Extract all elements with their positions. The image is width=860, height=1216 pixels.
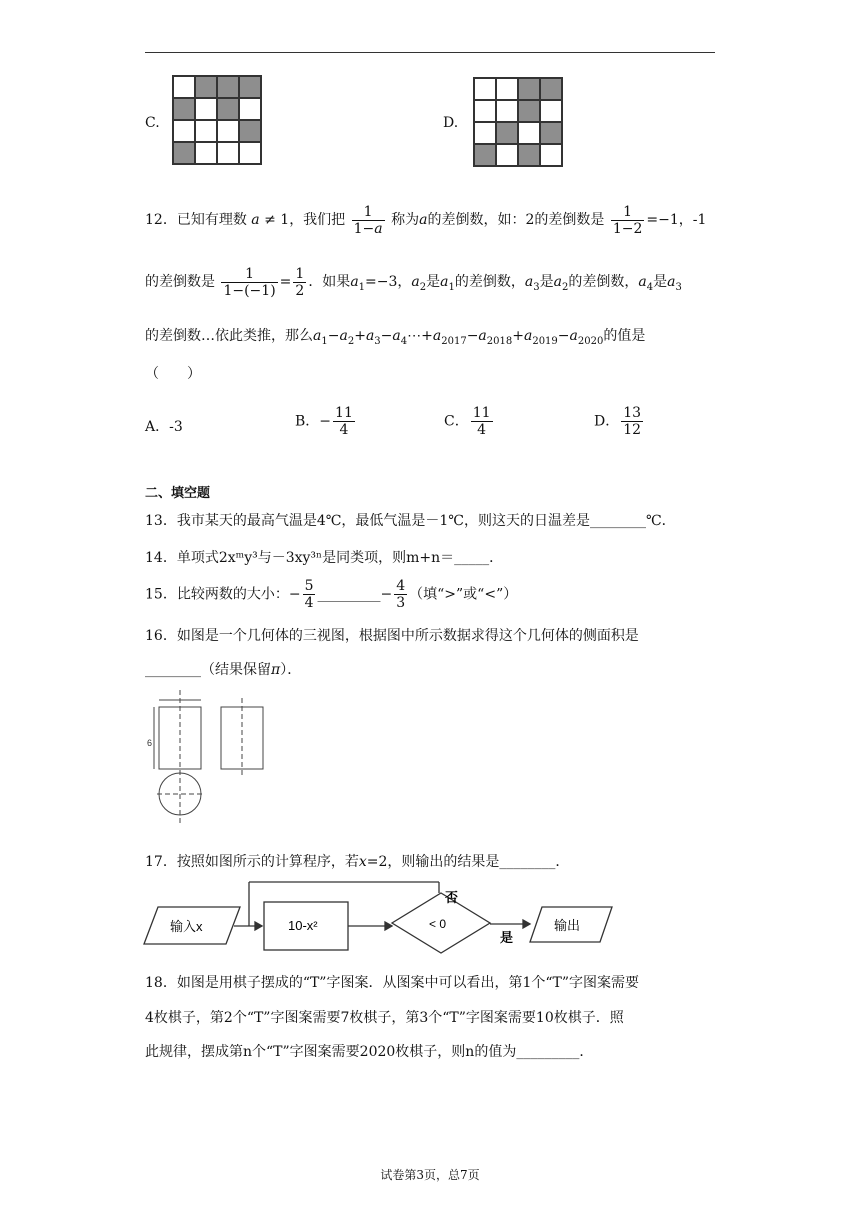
grid-cell-empty [540,100,562,122]
grid-cell-empty [217,120,239,142]
flowchart-lines [140,874,620,954]
flow-compute-label: 10-x² [288,918,318,933]
flow-yes-label: 是 [500,930,514,945]
q12-option-c: C． $\frac{11}{4}$ [444,405,491,438]
grid-cell-shaded [518,78,540,100]
flow-no-label: 否 [445,890,459,905]
grid-cell-empty [239,142,261,164]
q16-line1: 16．如图是一个几何体的三视图，根据图中所示数据求得这个几何体的侧面积是 [145,628,639,644]
grid-cell-shaded [540,78,562,100]
grid-cell-empty [217,142,239,164]
option-d-label: D. [443,115,459,131]
grid-cell-empty [173,120,195,142]
q12-option-b: B．− $\frac{11}{4}$ [295,405,353,438]
grid-cell-empty [496,100,518,122]
grid-cell-empty [540,144,562,166]
header-rule [145,52,715,53]
three-view-figure [145,688,275,828]
flow-input-label: 输入x [170,919,203,934]
section-title: 二、填空题 [145,486,211,501]
q12-line2: 的差倒数是 $\frac{1}{1-(-1)}$ = $\frac{1}{2}$ ．如果$a_1=-3$，$a_2$是$a_1$的差倒数，$a_3$是$a_2$的差倒数，$a_4$是$a_3$ [145,265,682,299]
q18-line3: 此规律，摆成第n个“T”字图案需要2020枚棋子，则n的值为_________． [145,1044,594,1060]
grid-cell-shaded [496,122,518,144]
grid-cell-empty [195,142,217,164]
q16-line2: ________（结果保留π）． [145,662,302,678]
option-d-grid [473,77,563,167]
grid-cell-empty [173,76,195,98]
option-c-label: C. [145,115,160,131]
grid-cell-shaded [518,144,540,166]
q12-option-a: A．-3 [145,419,183,435]
grid-cell-shaded [217,76,239,98]
grid-cell-shaded [173,142,195,164]
q15-text: 15．比较两数的大小：− $\frac{5}{4}$ _________− $\frac{4}{3}$ （填“>”或“<”） [145,578,518,611]
grid-cell-shaded [239,120,261,142]
grid-cell-shaded [195,76,217,98]
grid-cell-empty [474,100,496,122]
grid-cell-shaded [518,100,540,122]
q12-option-d: D． $\frac{13}{12}$ [594,405,642,438]
grid-cell-shaded [540,122,562,144]
grid-cell-empty [474,78,496,100]
grid-cell-empty [518,122,540,144]
grid-cell-empty [239,98,261,120]
grid-cell-shaded [474,144,496,166]
grid-cell-shaded [173,98,195,120]
grid-cell-empty [195,120,217,142]
grid-cell-empty [474,122,496,144]
q18-line2: 4枚棋子，第2个“T”字图案需要7枚棋子，第3个“T”字图案需要10枚棋子．照 [145,1010,624,1026]
q12-line3: 的差倒数…依此类推，那么$a_1-a_2+a_3-a_4\cdots+a_{2017}-a_{2018}+a_{2019}-a_{2020}$的值是 [145,328,646,347]
q18-line1: 18．如图是用棋子摆成的“T”字图案．从图案中可以看出，第1个“T”字图案需要 [145,975,640,991]
flow-condition-label: < 0 [429,917,447,931]
grid-cell-shaded [239,76,261,98]
grid-cell-shaded [217,98,239,120]
flow-output-label: 输出 [554,918,581,933]
q13-text: 13．我市某天的最高气温是4℃，最低气温是－1℃，则这天的日温差是________℃． [145,513,676,529]
q12-line1: 12．已知有理数 a ≠ 1，我们把 $\frac{1}{1-a}$ 称为a的差倒数，如：2的差倒数是 $\frac{1}{1-2}$ =−1，-1 [145,203,707,237]
q17-text: 17．按照如图所示的计算程序，若x=2，则输出的结果是________． [145,854,570,870]
dimension-label: 6 [147,738,153,748]
option-c-grid [172,75,262,165]
q14-text: 14．单项式2xᵐy³与－3xy³ⁿ是同类项，则m+n＝_____． [145,550,504,566]
grid-cell-empty [195,98,217,120]
grid-cell-empty [496,78,518,100]
page-footer: 试卷第3页，总7页 [380,1168,480,1182]
q12-paren: （ ） [145,366,201,382]
grid-cell-empty [496,144,518,166]
